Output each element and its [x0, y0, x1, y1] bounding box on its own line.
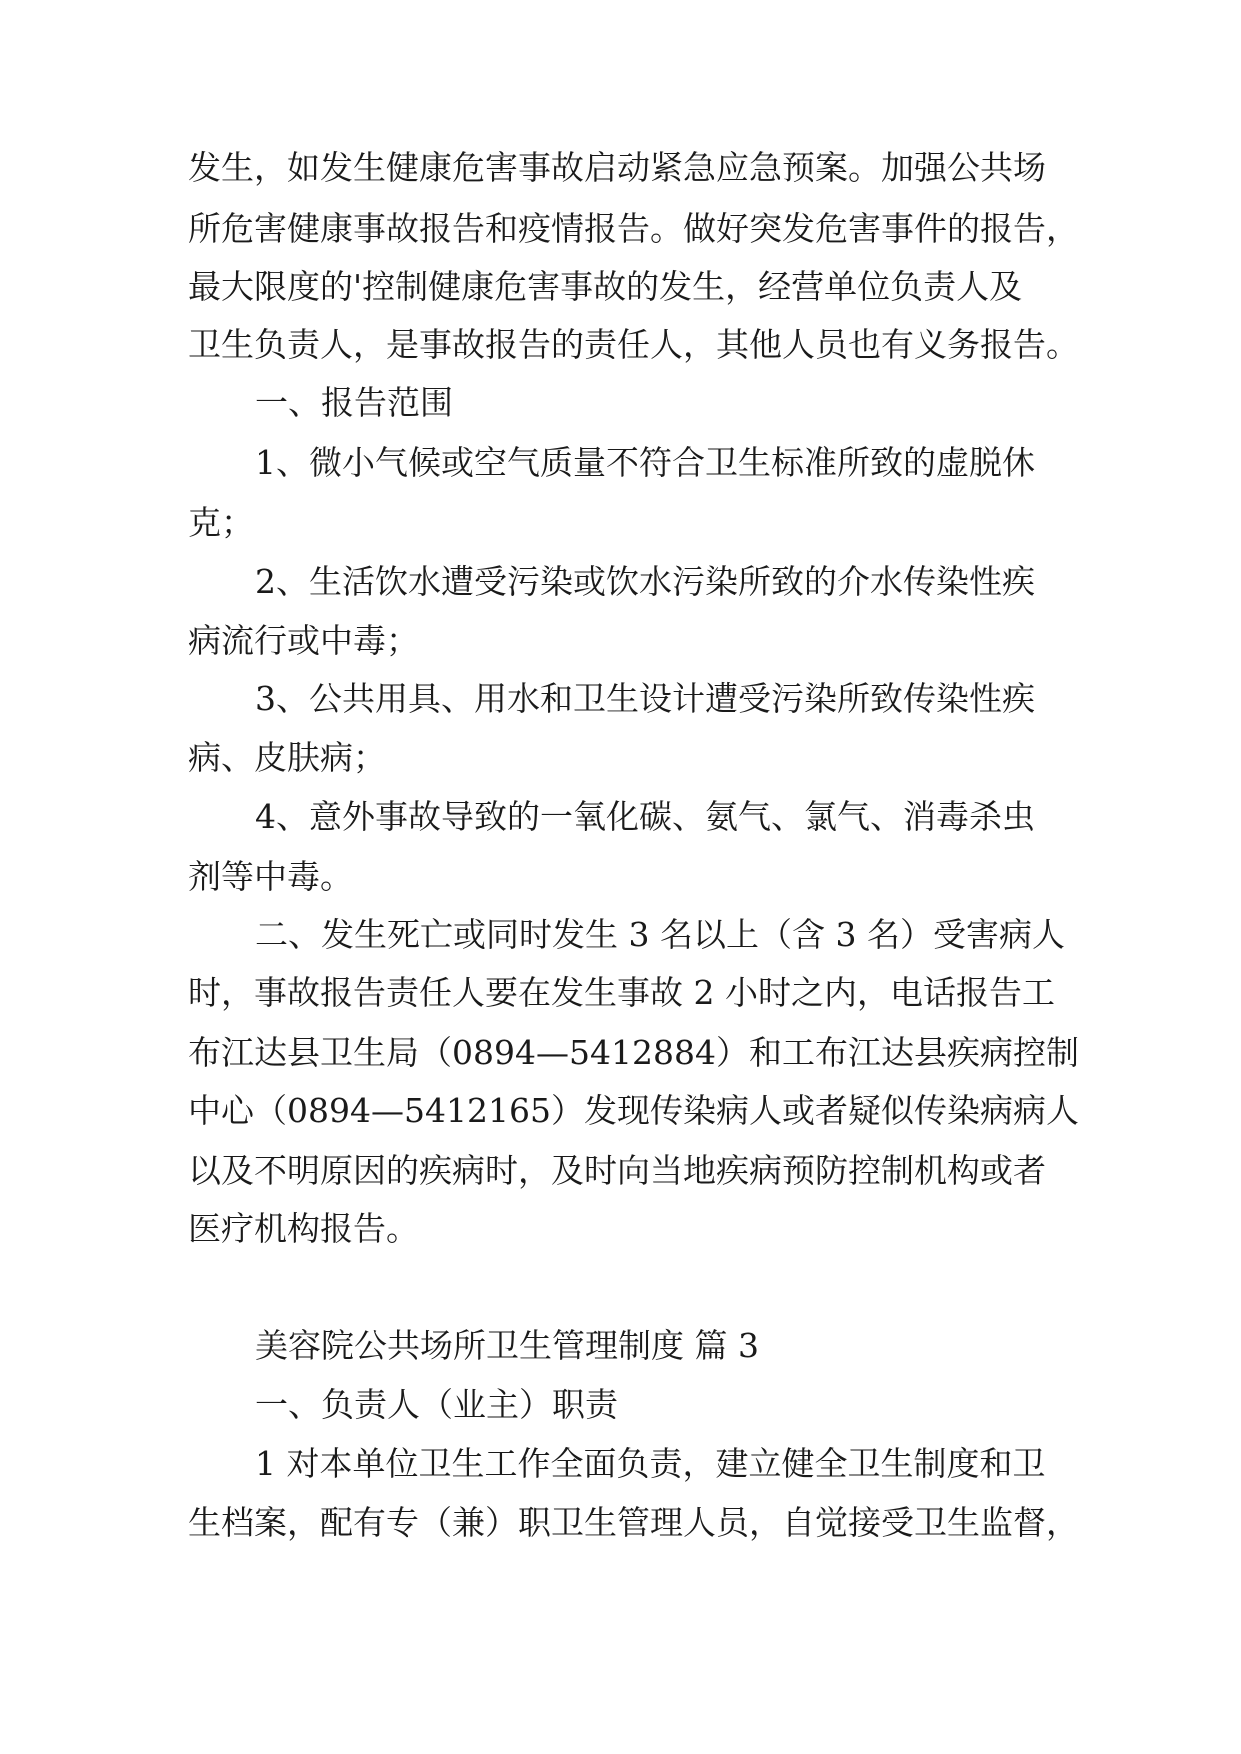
text-line: 最大限度的'控制健康危害事故的发生，经营单位负责人及 — [188, 267, 1023, 306]
text-line: 病、皮肤病； — [188, 738, 386, 777]
text-line: 克； — [188, 503, 254, 542]
text-line: 生档案，配有专（兼）职卫生管理人员，自觉接受卫生监督， — [188, 1503, 1079, 1542]
text-line: 时，事故报告责任人要在发生事故 2 小时之内，电话报告工 — [188, 973, 1055, 1012]
text-line: 病流行或中毒； — [188, 621, 419, 660]
list-item: 1、微小气候或空气质量不符合卫生标准所致的虚脱休 — [255, 443, 1035, 482]
text-line: 所危害健康事故报告和疫情报告。做好突发危害事件的报告， — [188, 209, 1079, 248]
text-line: 中心（0894—5412165）发现传染病人或者疑似传染病病人 — [188, 1091, 1079, 1130]
text-line: 医疗机构报告。 — [188, 1209, 419, 1248]
section-heading: 一、负责人（业主）职责 — [255, 1385, 618, 1424]
article-title: 美容院公共场所卫生管理制度 篇 3 — [255, 1326, 759, 1365]
section-heading: 一、报告范围 — [255, 383, 453, 422]
list-item: 1 对本单位卫生工作全面负责，建立健全卫生制度和卫 — [255, 1444, 1046, 1483]
text-line: 以及不明原因的疾病时，及时向当地疾病预防控制机构或者 — [188, 1151, 1046, 1190]
list-item: 2、生活饮水遭受污染或饮水污染所致的介水传染性疾 — [255, 562, 1035, 601]
section-heading: 二、发生死亡或同时发生 3 名以上（含 3 名）受害病人 — [255, 915, 1065, 954]
list-item: 3、公共用具、用水和卫生设计遭受污染所致传染性疾 — [255, 679, 1035, 718]
text-line: 布江达县卫生局（0894—5412884）和工布江达县疾病控制 — [188, 1033, 1079, 1072]
text-line: 卫生负责人，是事故报告的责任人，其他人员也有义务报告。 — [188, 325, 1079, 364]
text-line: 发生，如发生健康危害事故启动紧急应急预案。加强公共场 — [188, 148, 1046, 187]
text-line: 剂等中毒。 — [188, 857, 353, 896]
list-item: 4、意外事故导致的一氧化碳、氨气、氯气、消毒杀虫 — [255, 797, 1035, 836]
